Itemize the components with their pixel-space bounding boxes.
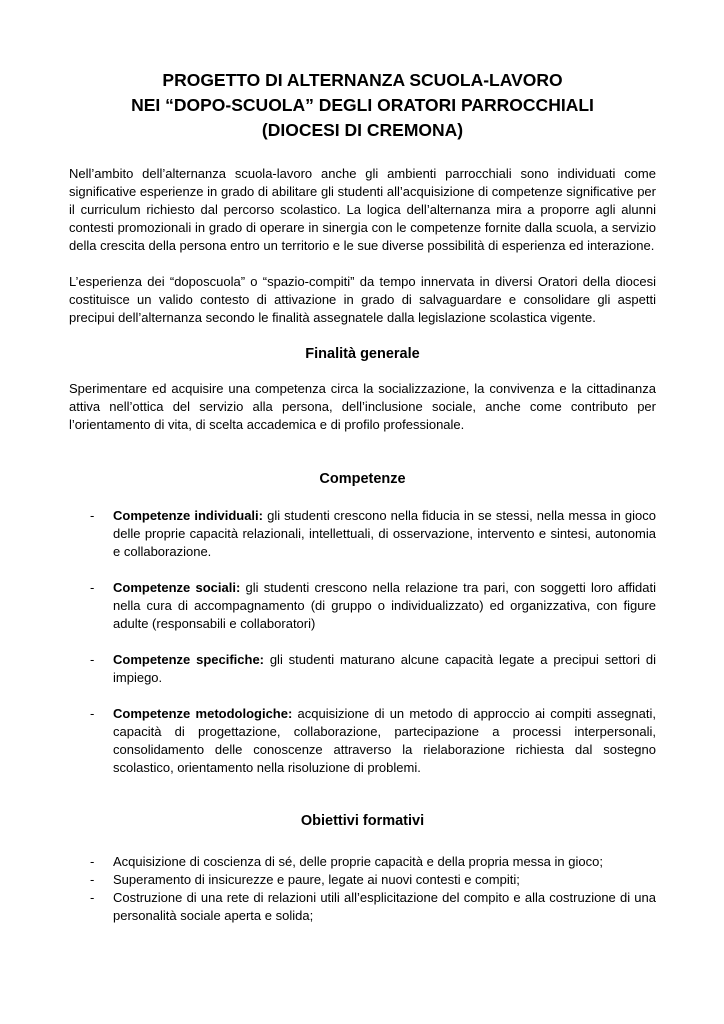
item-label: Competenze individuali: <box>113 508 263 523</box>
competenze-list <box>69 507 656 777</box>
item-text: Acquisizione di coscienza di sé, delle proprie capacità e della propria messa in gioco; <box>113 854 603 869</box>
list-item-competenze-individuali <box>69 507 656 561</box>
item-label: Competenze sociali: <box>113 580 241 595</box>
list-dash: - <box>90 652 95 667</box>
finalita-paragraph: Sperimentare ed acquisire una competenza circa la socializzazione, la convivenza e la cittadinanza attiva nell’ottica del servizio alla persona, dell’inclusione sociale, anche come contributo per l’orientamento di vita, di scelta accademica e di profilo professionale. <box>69 381 656 432</box>
list-item-competenze-specifiche <box>69 651 656 687</box>
item-text: gli studenti crescono nella fiducia in se stessi, nella messa in gioco delle proprie capacità relazionali, intellettuali, di osservazione, intervento e sintesi, autonomia e collaborazione. <box>113 508 656 559</box>
heading-competenze: Competenze <box>319 471 406 487</box>
item-label: Competenze specifiche: <box>113 652 265 667</box>
list-item-obiettivo <box>69 889 656 925</box>
list-dash: - <box>90 508 95 523</box>
title-line-2: NEI “DOPO-SCUOLA” DEGLI ORATORI PARROCCHIALI <box>131 95 594 115</box>
list-item-competenze-sociali <box>69 579 656 633</box>
list-dash: - <box>90 706 95 721</box>
obiettivi-list <box>69 853 656 925</box>
heading-finalita-generale: Finalità generale <box>305 346 420 362</box>
intro-paragraph-2: L’esperienza dei “doposcuola” o “spazio-compiti” da tempo innervata in diversi Oratori della diocesi costituisce un valido contesto di attivazione in grado di salvaguardare e consolidare gli aspetti precipui dell’alternanza secondo le finalità assegnatele dalla legislazione scolastica vigente. <box>69 274 656 325</box>
title-line-3: (DIOCESI DI CREMONA) <box>261 120 464 140</box>
item-text: gli studenti crescono nella relazione tra pari, con soggetti loro affidati nella cura di accompagnamento (di gruppo o individualizzato) ed organizzativa, con figure adulte (responsabili e collaboratori) <box>113 580 656 631</box>
item-text: acquisizione di un metodo di approccio ai compiti assegnati, capacità di progettazione, collaborazione, partecipazione a processi interpersonali, consolidamento delle conoscenze attraverso la rielaborazione richiesta dal sostegno scolastico, orientamento nella risoluzione di problemi. <box>113 706 656 775</box>
list-item-competenze-metodologiche <box>69 705 656 777</box>
item-text: Superamento di insicurezze e paure, legate ai nuovi contesti e compiti; <box>113 872 520 887</box>
list-dash: - <box>90 580 95 595</box>
heading-obiettivi-formativi: Obiettivi formativi <box>300 813 425 829</box>
intro-paragraph-1: Nell’ambito dell’alternanza scuola-lavoro anche gli ambienti parrocchiali sono individuati come significative esperienze in grado di abilitare gli studenti all’acquisizione di competenze significative per il curriculum richiesto dal percorso scolastico. La logica dell’alternanza mira a proporre agli alunni contesti promozionali in grado di operare in sinergia con le competenze fornite dalla scuola, a servizio della crescita della persona entro un territorio e le sue diverse possibilità di esperienza ed interazione. <box>69 166 656 253</box>
item-text: gli studenti maturano alcune capacità legate a precipui settori di impiego. <box>113 652 656 685</box>
list-item-obiettivo <box>69 871 656 889</box>
title-line-1: PROGETTO DI ALTERNANZA SCUOLA-LAVORO <box>162 70 563 90</box>
list-dash: - <box>90 872 95 887</box>
list-dash: - <box>90 890 95 905</box>
document-title <box>69 68 656 143</box>
list-item-obiettivo <box>69 853 656 871</box>
item-label: Competenze metodologiche: <box>113 706 293 721</box>
list-dash: - <box>90 854 95 869</box>
item-text: Costruzione di una rete di relazioni utili all’esplicitazione del compito e alla costruzione di una personalità sociale aperta e solida; <box>113 890 656 923</box>
